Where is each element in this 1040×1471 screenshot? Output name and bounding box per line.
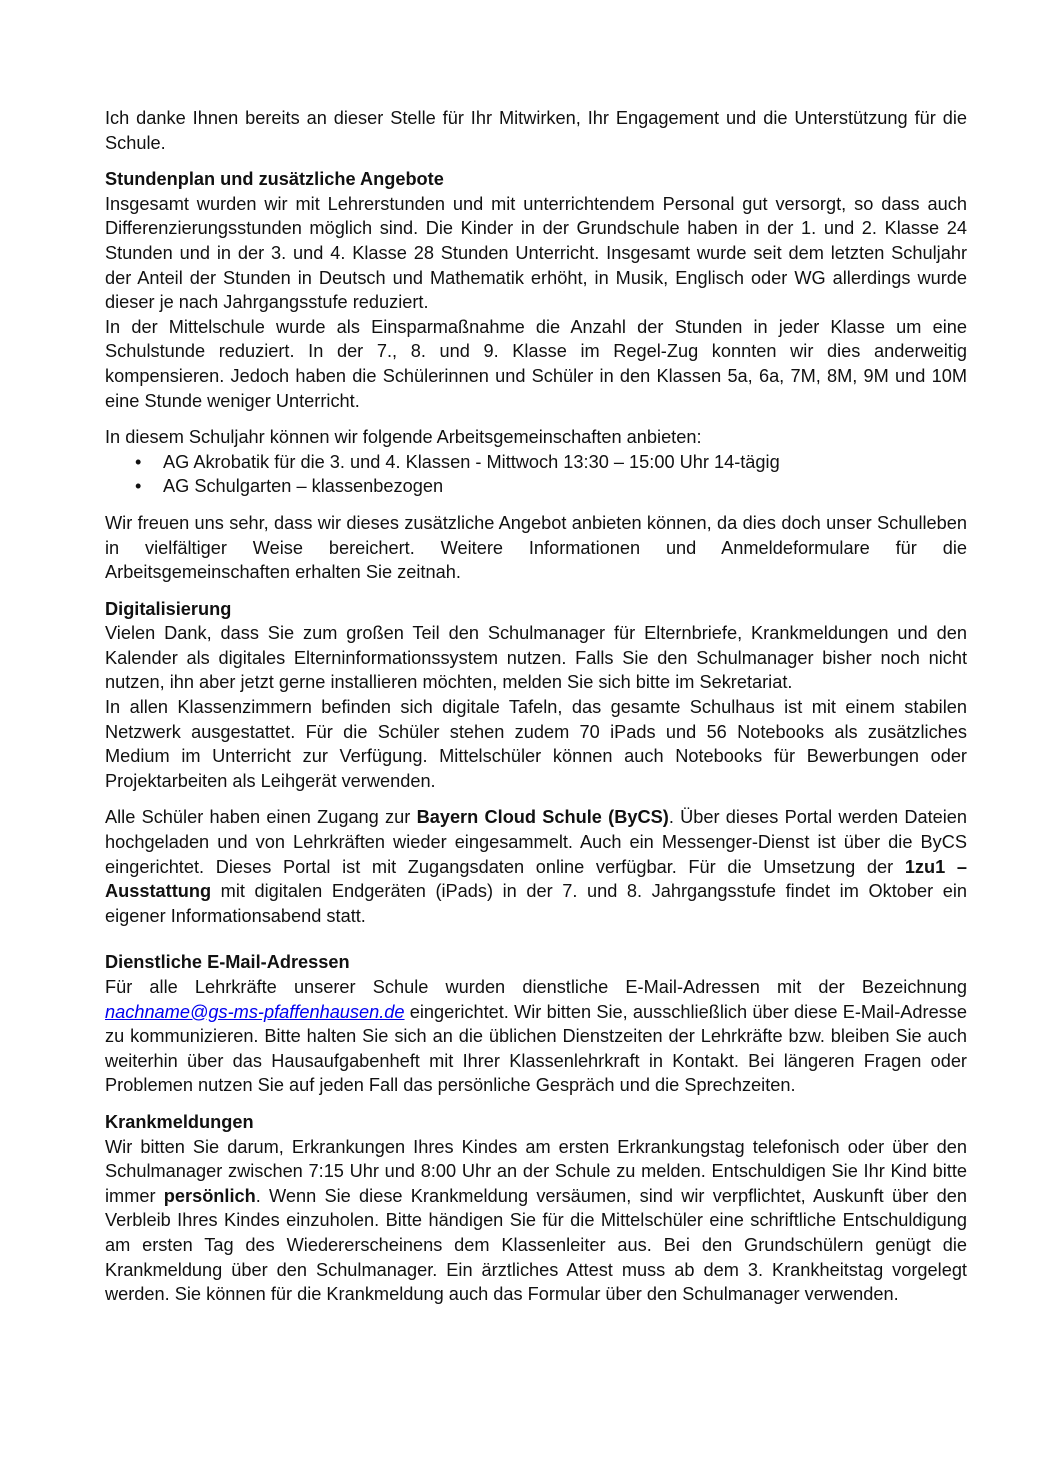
paragraph	[105, 1135, 967, 1307]
section-stundenplan	[105, 167, 967, 585]
bullet-icon: •	[135, 476, 142, 497]
section-email	[105, 950, 967, 1098]
section-digitalisierung	[105, 597, 967, 929]
text-run: . Über dieses Portal werden Dateien hochgeladen und von Lehrkräften wieder eingesammelt. Auch ein Messenger-Dienst ist über die ByCS eingerichtet. Dieses Portal ist mit Zugangsdaten online verfügbar. Für die Umsetzung der	[105, 807, 968, 877]
section-krankmeldungen	[105, 1110, 967, 1307]
list-item	[105, 450, 967, 475]
paragraph: Wir freuen uns sehr, dass wir dieses zusätzliche Angebot anbieten können, da dies doch unser Schulleben in vielfältiger Weise bereichert. Weitere Informationen und Anmeldeformulare für die Arbeitsgemeinschaften erhalten Sie zeitnah.	[105, 512, 967, 583]
paragraph	[105, 975, 967, 1098]
text-run: Wir bitten Sie darum, Erkrankungen Ihres Kindes am ersten Erkrankungstag telefonisch oder über den Schulmanager zwischen 7:15 Uhr und 8:00 Uhr an der Schule zu melden. Entschuldigen Sie Ihr Kind bitte immer	[105, 1136, 967, 1206]
bullet-icon: •	[135, 451, 142, 472]
section-heading: Krankmeldungen	[105, 1111, 254, 1132]
text-run: Alle Schüler haben einen Zugang zur	[105, 807, 417, 828]
paragraph	[105, 805, 967, 928]
paragraph: In allen Klassenzimmern befinden sich digitale Tafeln, das gesamte Schulhaus ist mit einem stabilen Netzwerk ausgestattet. Für die Schüler stehen zudem 70 iPads und 56 Notebooks als zusätzliches Medium im Unterricht zur Verfügung. Mittelschüler können auch Notebooks für Bewerbungen oder Projektarbeiten als Leihgerät verwenden.	[105, 697, 967, 791]
paragraph: Insgesamt wurden wir mit Lehrerstunden und mit unterrichtendem Personal gut versorgt, so dass auch Differenzierungsstunden möglich sind. Die Kinder in der Grundschule haben in der 1. und 2. Klasse 24 Stunden und in der 3. und 4. Klasse 28 Stunden Unterricht. Insgesamt wurde seit dem letzten Schuljahr der Anteil der Stunden in Deutsch und Mathematik erhöht, in Musik, Englisch oder WG allerdings wurde dieser je nach Jahrgangsstufe reduziert.	[105, 193, 967, 313]
bold-text: Bayern Cloud Schule (ByCS)	[416, 807, 669, 828]
paragraph: In diesem Schuljahr können wir folgende Arbeitsgemeinschaften anbieten:	[105, 427, 702, 448]
text-run: Für alle Lehrkräfte unserer Schule wurden dienstliche E-Mail-Adressen mit der Bezeichnung	[105, 977, 967, 997]
text-run: eingerichtet. Wir bitten Sie, ausschließlich über diese E-Mail-Adresse zu kommunizieren. Bitte halten Sie sich an die üblichen Dienstzeiten der Lehrkräfte bzw. bleiben Sie auch weiterhin über das Hausaufgabenheft mit Ihrer Klassenlehrkraft in Kontakt. Bei längeren Fragen oder Problemen nutzen Sie auf jeden Fall das persönliche Gespräch und die Sprechzeiten.	[105, 1001, 967, 1096]
email-link[interactable]: nachname@gs-ms-pfaffenhausen.de	[105, 1001, 405, 1022]
intro-paragraph: Ich danke Ihnen bereits an dieser Stelle für Ihr Mitwirken, Ihr Engagement und die Unterstützung für die Schule.	[105, 108, 967, 153]
bold-text: 1zu1 – Ausstattung	[105, 856, 967, 902]
list-item	[105, 474, 967, 499]
paragraph: In der Mittelschule wurde als Einsparmaßnahme die Anzahl der Stunden in jeder Klasse um eine Schulstunde reduziert. In der 7., 8. und 9. Klasse im Regel-Zug konnten wir dies anderweitig kompensieren. Jedoch haben die Schülerinnen und Schüler in den Klassen 5a, 6a, 7M, 8M, 9M und 10M eine Stunde weniger Unterricht.	[105, 316, 967, 411]
ag-list	[105, 450, 967, 499]
paragraph: Vielen Dank, dass Sie zum großen Teil den Schulmanager für Elternbriefe, Krankmeldungen und den Kalender als digitales Elterninformationssystem nutzen. Falls Sie den Schulmanager bisher noch nicht nutzen, ihn aber jetzt gerne installieren möchten, melden Sie sich bitte im Sekretariat.	[105, 623, 967, 693]
bold-text: persönlich	[163, 1185, 256, 1206]
section-heading: Digitalisierung	[105, 598, 232, 619]
list-item-text: AG Schulgarten – klassenbezogen	[163, 476, 444, 497]
document-page	[105, 106, 967, 1307]
section-heading: Dienstliche E-Mail-Adressen	[105, 952, 350, 973]
list-item-text: AG Akrobatik für die 3. und 4. Klassen - Mittwoch 13:30 – 15:00 Uhr 14-tägig	[163, 451, 780, 472]
text-run: . Wenn Sie diese Krankmeldung versäumen, sind wir verpflichtet, Auskunft über den Verbleib Ihres Kindes einzuholen. Bitte händigen Sie für die Mittelschüler eine schriftliche Entschuldigung am ersten Tag des Wiedererscheinens dem Klassenleiter aus. Bei den Grundschülern genügt die Krankmeldung über den Schulmanager. Ein ärztliches Attest muss ab dem 3. Krankheitstag vorgelegt werden. Sie können für die Krankmeldung auch das Formular über den Schulmanager verwenden.	[105, 1185, 967, 1305]
text-run: mit digitalen Endgeräten (iPads) in der 7. und 8. Jahrgangsstufe findet im Oktober ein eigener Informationsabend statt.	[105, 881, 967, 926]
section-heading: Stundenplan und zusätzliche Angebote	[105, 169, 444, 190]
